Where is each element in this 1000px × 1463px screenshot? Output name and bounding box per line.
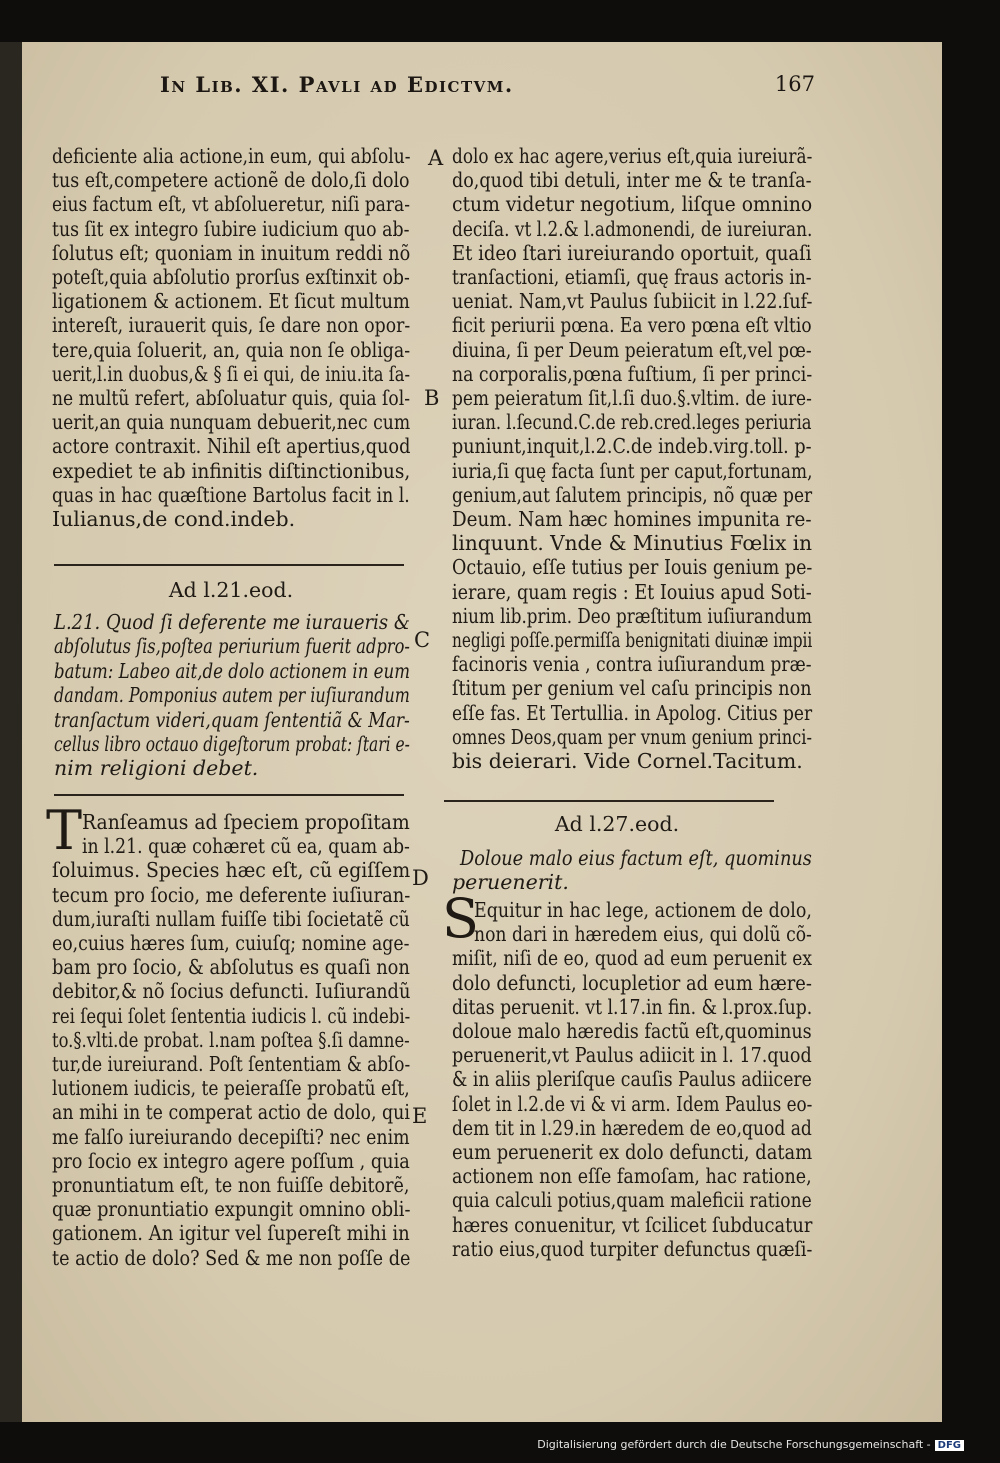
text-line: L.21. Quod ſi deferente me iuraueris & xyxy=(54,610,410,634)
text-line: in l.21. quæ cohæret cũ ea, quam ab- xyxy=(82,834,410,859)
text-line: ligationem & actionem. Et ſicut multum xyxy=(52,289,410,314)
text-line: lutionem iudicis, te peieraſſe probatũ eſt, xyxy=(52,1076,410,1101)
text-line: tere,quia ſoluerit, an, quia non ſe obliga- xyxy=(52,337,411,362)
page-header xyxy=(160,72,815,100)
text-line: deciſa. vt l.2.& l.admonendi, de iureiuran. xyxy=(452,216,813,241)
text-line: na corporalis,pœna fuſtium, ſi per princi- xyxy=(452,361,813,386)
text-line: omnes Deos,quam per vnum genium princi- xyxy=(452,724,812,749)
text-line: bam pro ſocio, & abſolutus es quaſi non xyxy=(52,955,410,980)
text-line: poteſt,quia abſolutio prorſus exſtinxit ob- xyxy=(52,265,410,289)
text-line: eius factum eſt, vt abſolueretur, niſi para- xyxy=(52,192,410,217)
text-line: ratio eius,quod turpiter defunctus quæſi- xyxy=(452,1236,813,1261)
text-line: gationem. An igitur vel ſupereſt mihi in xyxy=(52,1221,410,1246)
text-line: actionem non eſſe famoſam, hac ratione, xyxy=(452,1164,812,1189)
text-line: tus eſt,competere actionẽ de dolo,ſi dolo xyxy=(52,168,410,193)
section-heading: Ad l.27.eod. xyxy=(554,812,680,836)
text-line: doloue malo hæredis factũ eſt,quominus xyxy=(452,1019,812,1043)
text-line: ctum videtur negotium, liſque omnino xyxy=(452,192,813,217)
section-rule xyxy=(54,794,404,796)
text-line: me falſo iureiurando decepiſti? nec enim xyxy=(52,1124,410,1149)
drop-initial: T xyxy=(46,799,83,862)
text-line: tus ſit ex integro ſubire iudicium quo ab- xyxy=(52,216,410,241)
text-line: eo,cuius hæres ſum, cuiuſq; nomine age- xyxy=(52,931,410,955)
text-line: ſolutus eſt; quoniam in inuitum reddi nõ xyxy=(52,240,411,265)
text-line: & in aliis pleriſque cauſis Paulus adiicere xyxy=(452,1067,812,1092)
text-line: bis deierari. Vide Cornel.Tacitum. xyxy=(452,749,803,773)
right-column xyxy=(442,144,813,1274)
text-line: quæ pronuntiatio expungit omnino obli- xyxy=(52,1197,411,1222)
text-line: ditas peruenit. vt l.17.in fin. & l.prox.ſup. xyxy=(452,994,813,1019)
text-line: do,quod tibi detuli, inter me & te tranſa- xyxy=(452,168,812,193)
text-line: pro ſocio ex integro agere poſſum , quia xyxy=(52,1148,410,1173)
text-line: Equitur in hac lege, actionem de dolo, xyxy=(474,898,812,922)
text-line: genium,aut ſalutem principis, nõ quæ per xyxy=(452,482,813,507)
text-line: nium lib.prim. Deo præſtitum iuſiurandum xyxy=(452,603,812,628)
margin-letter-a: A xyxy=(428,146,444,170)
text-line: tecum pro ſocio, me deferente iuſiuran- xyxy=(52,882,411,907)
text-line: intereſt, iurauerit quis, ſe dare non opor- xyxy=(52,313,411,338)
text-line: to.§.vlti.de probat. l.nam poſtea §.ſi damne- xyxy=(52,1027,410,1052)
text-line: tranſactioni, etiamſi, quę fraus actoris in- xyxy=(452,265,812,289)
text-line: ne multũ refert, abſoluatur quis, quia ſol- xyxy=(52,386,410,410)
text-line: nim religioni debet. xyxy=(54,756,259,781)
text-line: expediet te ab infinitis diſtinctionibus, xyxy=(52,458,411,483)
text-line: Et ideo ſtari iureiurando oportuit, quaſi xyxy=(452,240,812,265)
text-line: ficit periurii pœna. Ea vero pœna eſt vltio xyxy=(452,313,812,338)
folio-number: 167 xyxy=(774,72,815,96)
book-gutter xyxy=(0,42,22,1422)
text-line: an mihi in te comperat actio de dolo, qui xyxy=(52,1100,410,1125)
digitization-credit xyxy=(537,1438,964,1451)
text-line: tranſactum videri,quam ſententiã & Mar- xyxy=(54,707,410,732)
text-line: eum peruenerit ex dolo defuncti, datam xyxy=(452,1140,813,1164)
text-line: ſtitum per genium vel caſu principis non xyxy=(452,676,812,701)
text-line: quas in hac quæſtione Bartolus facit in l. xyxy=(52,482,410,507)
margin-letter-b: B xyxy=(424,386,440,410)
text-line: peruenerit. xyxy=(452,870,569,895)
dfg-logo: DFG xyxy=(935,1440,964,1451)
text-line: Doloue malo eius factum eſt, quominus xyxy=(460,846,812,870)
text-line: facinoris venia , contra iuſiurandum præ- xyxy=(452,652,812,677)
margin-letter-e: E xyxy=(412,1104,428,1128)
text-line: rei ſequi ſolet ſententia iudicis l. cũ indebi- xyxy=(52,1003,411,1028)
text-line: hæres conuenitur, vt ſcilicet ſubducatur xyxy=(452,1212,813,1237)
text-line: ſoluimus. Species hæc eſt, cũ egiſſem xyxy=(52,858,411,883)
margin-letter-d: D xyxy=(412,866,429,890)
text-line: debitor,& nõ ſocius defuncti. Iuſiurandũ xyxy=(52,979,411,1004)
text-line: actore contraxit. Nihil eſt apertius,quod xyxy=(52,434,411,459)
drop-initial: S xyxy=(442,887,479,950)
text-line: non dari in hæredem eius, qui dolũ cõ- xyxy=(474,922,812,947)
text-line: cellus libro octauo digeſtorum probat: ſtari e- xyxy=(54,732,410,756)
text-line: dem tit in l.29.in hæredem de eo,quod ad xyxy=(452,1115,812,1140)
section-rule xyxy=(54,564,404,566)
text-line: tur,de iureiurand. Poſt ſententiam & abſo- xyxy=(52,1052,411,1076)
text-line: dandam. Pomponius autem per iuſiurandum xyxy=(54,683,410,708)
text-line: linquunt. Vnde & Minutius Fœlix in xyxy=(452,531,813,556)
text-line: iuran. l.ſecund.C.de reb.cred.leges periuria xyxy=(452,410,812,435)
left-column xyxy=(46,144,411,1274)
text-line: pem peieratum ſit,l.ſi duo.§.vltim. de iure- xyxy=(452,386,812,410)
text-line: eſſe fas. Et Tertullia. in Apolog. Citius per xyxy=(452,700,813,725)
margin-letter-c: C xyxy=(414,628,431,652)
text-line: quia calculi potius,quam maleficii ratione xyxy=(452,1188,812,1213)
text-line: abſolutus ſis,poſtea periurium fuerit adpro- xyxy=(54,634,410,659)
text-line: dolo ex hac agere,verius eſt,quia iureiurã- xyxy=(452,144,813,168)
text-line: ſolet in l.2.de vi & vi arm. Idem Paulus eo- xyxy=(452,1091,813,1116)
text-line: ueniat. Nam,vt Paulus ſubiicit in l.22.ſuf- xyxy=(452,289,813,314)
text-line: Octauio, eſſe tutius per Iouis genium pe- xyxy=(452,555,813,580)
text-line: miſit, niſi de eo, quod ad eum peruenit ex xyxy=(452,946,813,971)
running-title: In Lib. XI. Pavli ad Edictvm. xyxy=(160,72,514,97)
text-line: diuina, ſi per Deum peieratum eſt,vel pœ- xyxy=(452,337,812,362)
text-line: iuria,ſi quę facta ſunt per caput,fortunam, xyxy=(452,458,813,483)
text-line: batum: Labeo ait,de dolo actionem in eum xyxy=(54,658,411,683)
text-line: Ranſeamus ad ſpeciem propoſitam xyxy=(82,810,410,834)
text-line: peruenerit,vt Paulus adiicit in l. 17.quod xyxy=(452,1043,812,1068)
text-line: pronuntiatum eſt, te non fuiſſe debitorẽ, xyxy=(52,1173,410,1197)
text-line: Iulianus,de cond.indeb. xyxy=(52,507,296,531)
section-heading: Ad l.21.eod. xyxy=(168,578,294,602)
text-line: negligi poſſe.permiſſa benignitati diuinæ impii xyxy=(452,628,813,652)
text-line: Deum. Nam hæc homines impunita re- xyxy=(452,507,812,531)
section-rule xyxy=(444,800,774,802)
text-line: te actio de dolo? Sed & me non poſſe de xyxy=(52,1245,411,1270)
text-line: deficiente alia actione,in eum, qui abſolu- xyxy=(52,144,411,168)
text-line: uerit,an quia nunquam debuerit,nec cum xyxy=(52,410,411,435)
text-line: ierare, quam regis : Et Iouius apud Soti- xyxy=(452,579,812,604)
text-line: dum,iuraſti nullam fuiſſe tibi ſocietatẽ cũ xyxy=(52,906,410,931)
credit-text: Digitalisierung gefördert durch die Deutsche Forschungsgemeinschaft - xyxy=(537,1438,931,1451)
text-line: uerit,l.in duobus,& § ſi ei qui, de iniu.ita ſa- xyxy=(52,361,411,386)
text-line: puniunt,inquit,l.2.C.de indeb.virg.toll. p- xyxy=(452,434,812,459)
text-line: dolo defuncti, locupletior ad eum hære- xyxy=(452,970,812,995)
